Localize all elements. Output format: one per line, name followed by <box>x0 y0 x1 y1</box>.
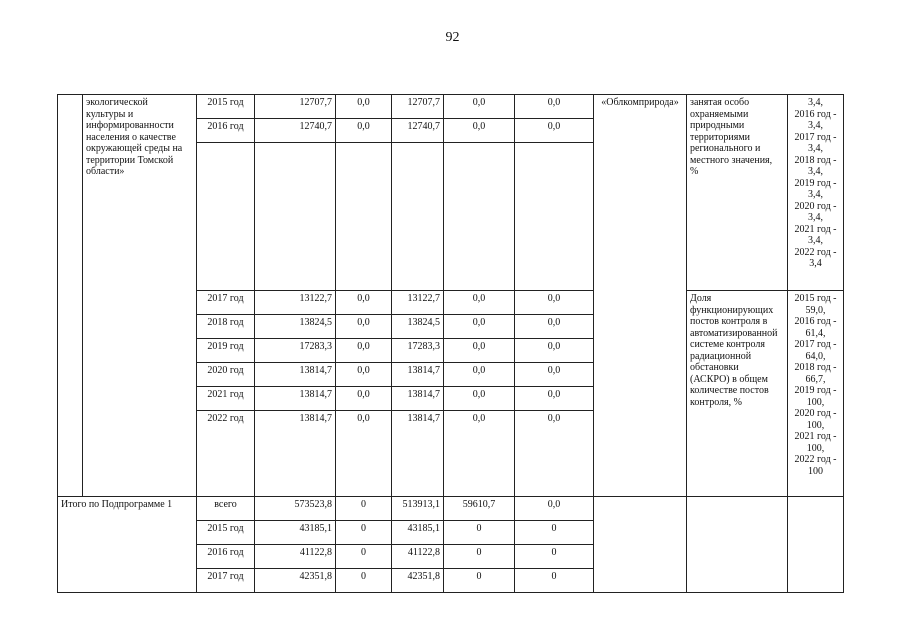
activity-name-cell <box>83 95 197 497</box>
indicator-line: радиационной <box>690 350 752 362</box>
indicator-line: функционирующих <box>690 304 774 316</box>
page-number: 92 <box>445 30 460 45</box>
federal-cell: 0,0 <box>336 387 392 411</box>
other-cell: 0,0 <box>515 387 594 411</box>
value-line: 2021 год - <box>794 223 837 235</box>
federal-cell: 0,0 <box>336 411 392 497</box>
empty-cell <box>197 143 255 291</box>
value-line: 100, <box>806 396 825 408</box>
regional-cell: 13814,7 <box>392 411 444 497</box>
regional-cell: 43185,1 <box>392 521 444 545</box>
value-line: 2021 год - <box>794 431 837 442</box>
table-row <box>58 95 844 119</box>
value-line: 3,4, <box>808 189 823 200</box>
regional-cell: 42351,8 <box>392 569 444 593</box>
federal-cell: 0 <box>336 545 392 569</box>
year-cell: 2019 год <box>197 339 255 363</box>
federal-cell: 0,0 <box>336 363 392 387</box>
municipal-cell: 0,0 <box>444 95 515 119</box>
indicator-line: природными <box>690 120 745 131</box>
year-cell: 2015 год <box>197 95 255 119</box>
value-line: 61,4, <box>805 327 826 339</box>
value-line: 2017 год - <box>794 131 837 143</box>
activity-name-line: области» <box>86 166 125 177</box>
indicator-line: автоматизированной <box>690 327 778 339</box>
indicator-line: регионального и <box>690 143 761 154</box>
other-cell: 0,0 <box>515 363 594 387</box>
year-cell: 2017 год <box>197 291 255 315</box>
empty-cell <box>444 143 515 291</box>
value-line: 2019 год - <box>794 177 837 189</box>
value-line: 3,4, <box>808 166 823 177</box>
value-line: 100, <box>806 419 825 431</box>
year-cell: 2016 год <box>197 119 255 143</box>
regional-cell: 513913,1 <box>392 497 444 521</box>
activity-name-line: населения о качестве <box>86 131 176 143</box>
activity-name-line: информированности <box>86 120 174 131</box>
indicator-line: занятая особо <box>690 97 750 108</box>
regional-cell: 41122,8 <box>392 545 444 569</box>
total-cell: 13814,7 <box>255 411 336 497</box>
empty-cell <box>515 143 594 291</box>
empty-cell <box>336 143 392 291</box>
other-cell: 0,0 <box>515 119 594 143</box>
year-cell: 2021 год <box>197 387 255 411</box>
value-line: 3,4, <box>808 97 823 108</box>
total-cell: 12707,7 <box>255 95 336 119</box>
federal-cell: 0,0 <box>336 315 392 339</box>
empty-cell <box>788 497 844 593</box>
other-cell: 0,0 <box>515 291 594 315</box>
indicator-line: территориями <box>690 131 751 143</box>
federal-cell: 0,0 <box>336 339 392 363</box>
other-cell: 0,0 <box>515 497 594 521</box>
activity-name-line: экологической <box>86 97 148 108</box>
value-line: 2018 год - <box>794 154 837 166</box>
value-line: 100, <box>806 442 825 454</box>
year-cell: 2022 год <box>197 411 255 497</box>
federal-cell: 0 <box>336 497 392 521</box>
value-line: 3,4 <box>809 258 822 269</box>
indicator-line: обстановки <box>690 362 739 373</box>
federal-cell: 0 <box>336 521 392 545</box>
value-line: 66,7, <box>805 373 826 385</box>
value-line: 2022 год - <box>794 246 837 258</box>
regional-cell: 13824,5 <box>392 315 444 339</box>
municipal-cell: 0,0 <box>444 339 515 363</box>
total-cell: 13814,7 <box>255 387 336 411</box>
year-cell: 2020 год <box>197 363 255 387</box>
activity-name-line: культуры и <box>86 108 134 120</box>
activity-name-line: окружающей среды на <box>86 143 183 154</box>
total-cell: 573523,8 <box>255 497 336 521</box>
indicator-cell <box>687 95 788 291</box>
federal-cell: 0 <box>336 569 392 593</box>
municipal-cell: 0 <box>444 569 515 593</box>
value-line: 59,0, <box>805 304 826 316</box>
total-cell: 17283,3 <box>255 339 336 363</box>
value-line: 100 <box>808 465 823 477</box>
municipal-cell: 0,0 <box>444 411 515 497</box>
indicator-line: охраняемыми <box>690 108 749 120</box>
indicator-line: системе контроля <box>690 339 765 350</box>
empty-cell <box>594 497 687 593</box>
total-cell: 43185,1 <box>255 521 336 545</box>
other-cell: 0,0 <box>515 95 594 119</box>
value-line: 2016 год - <box>794 316 837 327</box>
other-cell: 0 <box>515 569 594 593</box>
regional-cell: 13122,7 <box>392 291 444 315</box>
year-cell: 2017 год <box>197 569 255 593</box>
municipal-cell: 0,0 <box>444 387 515 411</box>
municipal-cell: 59610,7 <box>444 497 515 521</box>
federal-cell: 0,0 <box>336 119 392 143</box>
other-cell: 0,0 <box>515 411 594 497</box>
value-line: 2016 год - <box>794 108 837 120</box>
indicator-line: постов контроля в <box>690 316 768 327</box>
other-cell: 0 <box>515 545 594 569</box>
table-row <box>58 497 844 521</box>
total-cell: 13122,7 <box>255 291 336 315</box>
value-line: 3,4, <box>808 235 823 246</box>
indicator-values-cell <box>788 291 844 497</box>
indicator-line: (АСКРО) в общем <box>690 373 768 385</box>
total-cell: 13824,5 <box>255 315 336 339</box>
regional-cell: 17283,3 <box>392 339 444 363</box>
value-line: 64,0, <box>805 350 826 362</box>
year-cell: 2018 год <box>197 315 255 339</box>
value-line: 2019 год - <box>794 385 837 396</box>
indicator-line: местного значения, <box>690 154 773 166</box>
value-line: 2015 год - <box>794 293 837 304</box>
year-cell: 2016 год <box>197 545 255 569</box>
total-cell: 41122,8 <box>255 545 336 569</box>
indicator-values-cell <box>788 95 844 291</box>
value-line: 2020 год - <box>794 408 837 419</box>
value-line: 3,4, <box>808 212 823 223</box>
regional-cell: 12740,7 <box>392 119 444 143</box>
municipal-cell: 0,0 <box>444 363 515 387</box>
empty-cell <box>687 497 788 593</box>
other-cell: 0,0 <box>515 339 594 363</box>
indicator-line: % <box>690 166 699 177</box>
municipal-cell: 0 <box>444 545 515 569</box>
other-cell: 0 <box>515 521 594 545</box>
value-line: 3,4, <box>808 143 823 154</box>
value-line: 3,4, <box>808 120 823 131</box>
municipal-cell: 0,0 <box>444 315 515 339</box>
summary-label-cell: Итого по Подпрограмме 1 <box>58 497 197 593</box>
executor-cell: «Облкомприрода» <box>594 95 687 497</box>
total-cell: 12740,7 <box>255 119 336 143</box>
municipal-cell: 0 <box>444 521 515 545</box>
value-line: 2022 год - <box>794 454 837 465</box>
value-line: 2020 год - <box>794 200 837 212</box>
row-number-cell <box>58 95 83 497</box>
empty-cell <box>255 143 336 291</box>
regional-cell: 13814,7 <box>392 387 444 411</box>
federal-cell: 0,0 <box>336 291 392 315</box>
municipal-cell: 0,0 <box>444 291 515 315</box>
value-line: 2017 год - <box>794 339 837 350</box>
indicator-line: количестве постов <box>690 385 769 396</box>
other-cell: 0,0 <box>515 315 594 339</box>
year-cell: всего <box>197 497 255 521</box>
total-cell: 42351,8 <box>255 569 336 593</box>
total-cell: 13814,7 <box>255 363 336 387</box>
activity-name-line: территории Томской <box>86 154 174 166</box>
indicator-line: контроля, % <box>690 396 742 408</box>
indicator-cell <box>687 291 788 497</box>
value-line: 2018 год - <box>794 362 837 373</box>
indicator-line: Доля <box>690 293 712 304</box>
regional-cell: 12707,7 <box>392 95 444 119</box>
regional-cell: 13814,7 <box>392 363 444 387</box>
municipal-cell: 0,0 <box>444 119 515 143</box>
federal-cell: 0,0 <box>336 95 392 119</box>
year-cell: 2015 год <box>197 521 255 545</box>
empty-cell <box>392 143 444 291</box>
subprogram-table <box>57 94 844 593</box>
